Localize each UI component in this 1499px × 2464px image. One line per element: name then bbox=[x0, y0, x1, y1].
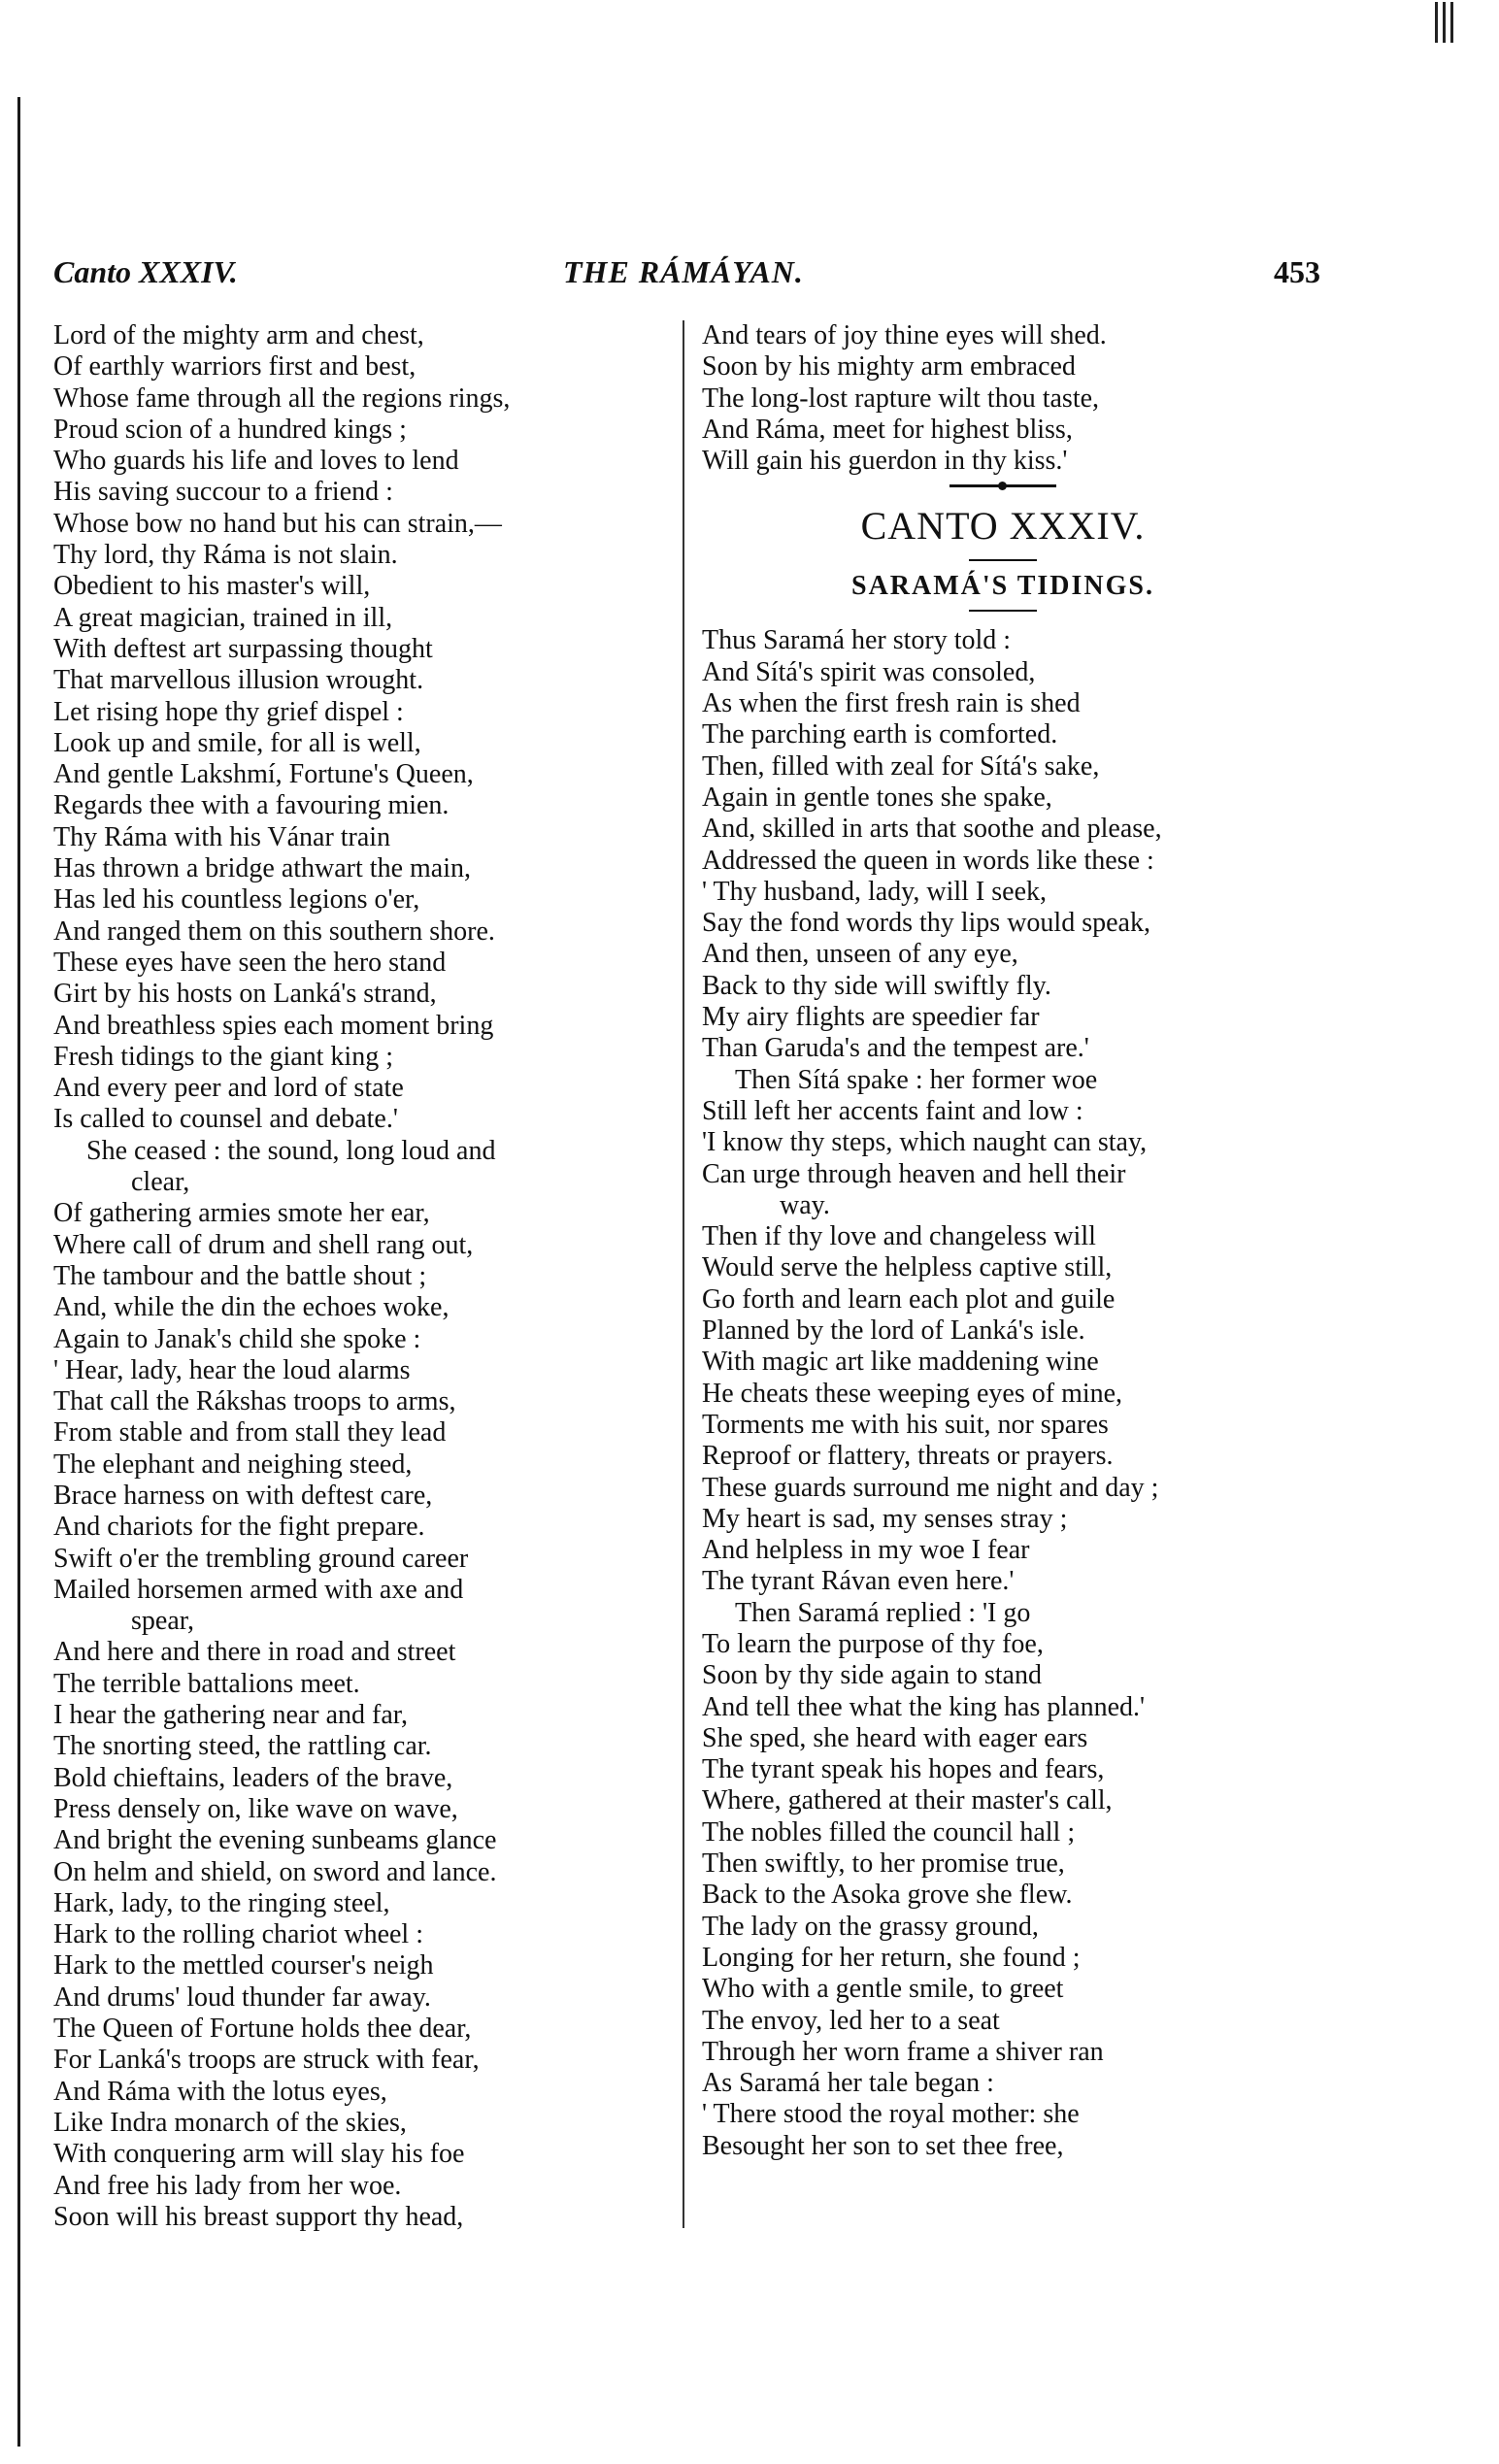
verse-line: Then, filled with zeal for Sítá's sake, bbox=[702, 750, 1100, 782]
verse-line: Go forth and learn each plot and guile bbox=[702, 1283, 1116, 1315]
verse-line: Through her worn frame a shiver ran bbox=[702, 2036, 1104, 2067]
canto-subtitle: SARAMÁ'S TIDINGS. bbox=[851, 571, 1154, 602]
verse-line: The parching earth is comforted. bbox=[702, 719, 1058, 750]
verse-line: Thy lord, thy Ráma is not slain. bbox=[53, 540, 398, 571]
verse-line: With conquering arm will slay his foe bbox=[53, 2139, 465, 2170]
verse-line: And free his lady from her woe. bbox=[53, 2170, 402, 2201]
verse-line: Would serve the helpless captive still, bbox=[702, 1252, 1113, 1283]
left-column bbox=[53, 320, 684, 2233]
verse-line: Still left her accents faint and low : bbox=[702, 1095, 1083, 1126]
verse-line: And, while the din the echoes woke, bbox=[53, 1292, 450, 1323]
verse-line: Say the fond words thy lips would speak, bbox=[702, 908, 1150, 939]
verse-line: With magic art like maddening wine bbox=[702, 1347, 1099, 1378]
verse-line: clear, bbox=[131, 1167, 190, 1198]
verse-line: Who guards his life and loves to lend bbox=[53, 446, 459, 477]
verse-line: Then if thy love and changeless will bbox=[702, 1221, 1096, 1252]
verse-line: Like Indra monarch of the skies, bbox=[53, 2107, 407, 2138]
verse-line: And drums' loud thunder far away. bbox=[53, 1981, 431, 2013]
canto-title: CANTO XXXIV. bbox=[860, 504, 1146, 549]
corner-mark bbox=[1450, 2, 1453, 43]
verse-line: He cheats these weeping eyes of mine, bbox=[702, 1378, 1123, 1409]
verse-line: The elephant and neighing steed, bbox=[53, 1448, 413, 1480]
verse-line: ' There stood the royal mother: she bbox=[702, 2099, 1080, 2130]
verse-line: Addressed the queen in words like these : bbox=[702, 845, 1154, 876]
verse-line: As when the first fresh rain is shed bbox=[702, 688, 1081, 719]
verse-line: And ranged them on this southern shore. bbox=[53, 916, 495, 947]
verse-line: From stable and from stall they lead bbox=[53, 1417, 447, 1448]
verse-line: The tyrant Rávan even here.' bbox=[702, 1566, 1015, 1597]
verse-line: Then swiftly, to her promise true, bbox=[702, 1848, 1065, 1880]
verse-line: I hear the gathering near and far, bbox=[53, 1700, 409, 1731]
corner-mark bbox=[1443, 2, 1446, 43]
verse-line: Girt by his hosts on Lanká's strand, bbox=[53, 979, 437, 1010]
verse-line: Than Garuda's and the tempest are.' bbox=[702, 1033, 1089, 1064]
verse-line: Thy Ráma with his Vánar train bbox=[53, 821, 391, 852]
verse-line: Regards thee with a favouring mien. bbox=[53, 790, 450, 821]
verse-line: Is called to counsel and debate.' bbox=[53, 1104, 398, 1135]
short-rule bbox=[969, 559, 1037, 561]
right-column bbox=[702, 320, 1333, 2162]
verse-line: Proud scion of a hundred kings ; bbox=[53, 414, 407, 445]
verse-line: Fresh tidings to the giant king ; bbox=[53, 1041, 393, 1072]
verse-line: And then, unseen of any eye, bbox=[702, 939, 1018, 970]
verse-line: On helm and shield, on sword and lance. bbox=[53, 1856, 497, 1887]
page-number: 453 bbox=[1274, 254, 1320, 289]
verse-line: The Queen of Fortune holds thee dear, bbox=[53, 2014, 472, 2045]
verse-line: These guards surround me night and day ; bbox=[702, 1472, 1159, 1503]
verse-line: Can urge through heaven and hell their bbox=[702, 1158, 1126, 1189]
verse-line: Let rising hope thy grief dispel : bbox=[53, 696, 404, 727]
verse-line: Then Sítá spake : her former woe bbox=[735, 1064, 1098, 1095]
verse-line: The nobles filled the council hall ; bbox=[702, 1816, 1076, 1848]
verse-line: With deftest art surpassing thought bbox=[53, 633, 433, 664]
verse-line: The tambour and the battle shout ; bbox=[53, 1260, 427, 1291]
verse-line: And bright the evening sunbeams glance bbox=[53, 1825, 497, 1856]
verse-line: Whose fame through all the regions rings, bbox=[53, 383, 511, 414]
verse-line: Hark, lady, to the ringing steel, bbox=[53, 1887, 390, 1918]
verse-line: The envoy, led her to a seat bbox=[702, 2005, 1000, 2036]
verse-line: Of earthly warriors first and best, bbox=[53, 351, 416, 383]
verse-line: And here and there in road and street bbox=[53, 1637, 456, 1668]
verse-line: The lady on the grassy ground, bbox=[702, 1911, 1039, 1942]
verse-line: My heart is sad, my senses stray ; bbox=[702, 1503, 1068, 1534]
ornament-rule bbox=[949, 484, 1056, 487]
verse-line: Where, gathered at their master's call, bbox=[702, 1785, 1113, 1816]
verse-line: Besought her son to set thee free, bbox=[702, 2130, 1064, 2161]
verse-line: That marvellous illusion wrought. bbox=[53, 665, 424, 696]
verse-line: Has thrown a bridge athwart the main, bbox=[53, 853, 471, 884]
verse-line: The long-lost rapture wilt thou taste, bbox=[702, 383, 1100, 414]
verse-line: Back to thy side will swiftly fly. bbox=[702, 970, 1051, 1001]
verse-line: And Ráma, meet for highest bliss, bbox=[702, 414, 1073, 445]
verse-line: Where call of drum and shell rang out, bbox=[53, 1229, 474, 1260]
verse-line: Planned by the lord of Lanká's isle. bbox=[702, 1315, 1085, 1347]
verse-line: As Saramá her tale began : bbox=[702, 2068, 994, 2099]
running-header-canto: Canto XXXIV. bbox=[53, 254, 238, 289]
canto-heading bbox=[702, 484, 1304, 612]
verse-line: The terrible battalions meet. bbox=[53, 1668, 360, 1699]
verse-line: Of gathering armies smote her ear, bbox=[53, 1198, 430, 1229]
verse-line: Again in gentle tones she spake, bbox=[702, 782, 1052, 813]
verse-line: way. bbox=[780, 1189, 830, 1220]
verse-line: Torments me with his suit, nor spares bbox=[702, 1409, 1109, 1440]
verse-line: And, skilled in arts that soothe and please, bbox=[702, 814, 1162, 845]
verse-line: And chariots for the fight prepare. bbox=[53, 1512, 425, 1543]
verse-line: And gentle Lakshmí, Fortune's Queen, bbox=[53, 759, 474, 790]
verse-line: Has led his countless legions o'er, bbox=[53, 884, 420, 916]
verse-line: And every peer and lord of state bbox=[53, 1073, 404, 1104]
verse-line: Look up and smile, for all is well, bbox=[53, 727, 421, 758]
verse-line: Swift o'er the trembling ground career bbox=[53, 1543, 469, 1574]
verse-line: 'I know thy steps, which naught can stay, bbox=[702, 1127, 1148, 1158]
verse-line: And tears of joy thine eyes will shed. bbox=[702, 320, 1107, 350]
verse-line: Reproof or flattery, threats or prayers. bbox=[702, 1441, 1114, 1472]
verse-line: Brace harness on with deftest care, bbox=[53, 1480, 433, 1511]
verse-line: Obedient to his master's will, bbox=[53, 571, 371, 602]
verse-line: And Ráma with the lotus eyes, bbox=[53, 2076, 387, 2107]
verse-line: Bold chieftains, leaders of the brave, bbox=[53, 1762, 453, 1793]
verse-line: The tyrant speak his hopes and fears, bbox=[702, 1754, 1105, 1785]
verse-line: Press densely on, like wave on wave, bbox=[53, 1793, 458, 1824]
verse-line: To learn the purpose of thy foe, bbox=[702, 1628, 1044, 1659]
verse-line: ' Hear, lady, hear the loud alarms bbox=[53, 1354, 411, 1385]
verse-line: And Sítá's spirit was consoled, bbox=[702, 656, 1036, 687]
verse-line: For Lanká's troops are struck with fear, bbox=[53, 2045, 480, 2076]
right-column-verse bbox=[702, 625, 1333, 2162]
verse-line: Soon will his breast support thy head, bbox=[53, 2201, 464, 2232]
verse-line: The snorting steed, the rattling car. bbox=[53, 1731, 432, 1762]
verse-line: That call the Rákshas troops to arms, bbox=[53, 1386, 456, 1417]
verse-line: Longing for her return, she found ; bbox=[702, 1942, 1081, 1973]
verse-line: Mailed horsemen armed with axe and bbox=[53, 1574, 464, 1605]
verse-line: Then Saramá replied : 'I go bbox=[735, 1597, 1031, 1628]
right-column-top-verse bbox=[702, 320, 1333, 477]
verse-line: Who with a gentle smile, to greet bbox=[702, 1974, 1064, 2005]
verse-line: She ceased : the sound, long loud and bbox=[86, 1135, 496, 1166]
verse-line: Soon by his mighty arm embraced bbox=[702, 351, 1076, 383]
verse-line: Lord of the mighty arm and chest, bbox=[53, 320, 424, 350]
verse-line: My airy flights are speedier far bbox=[702, 1002, 1040, 1033]
verse-line: And helpless in my woe I fear bbox=[702, 1535, 1030, 1566]
verse-line: ' Thy husband, lady, will I seek, bbox=[702, 876, 1047, 907]
verse-line: spear, bbox=[131, 1606, 194, 1637]
running-header-title: THE RÁMÁYAN. bbox=[563, 254, 804, 289]
verse-line: His saving succour to a friend : bbox=[53, 477, 393, 508]
verse-line: Back to the Asoka grove she flew. bbox=[702, 1880, 1073, 1911]
verse-line: These eyes have seen the hero stand bbox=[53, 947, 447, 978]
verse-line: A great magician, trained in ill, bbox=[53, 602, 393, 633]
verse-line: Hark to the rolling chariot wheel : bbox=[53, 1919, 423, 1950]
page-gutter-line bbox=[17, 97, 20, 2447]
verse-line: Soon by thy side again to stand bbox=[702, 1660, 1042, 1691]
verse-line: Thus Saramá her story told : bbox=[702, 625, 1012, 656]
verse-line: And tell thee what the king has planned.' bbox=[702, 1691, 1146, 1722]
verse-line: Will gain his guerdon in thy kiss.' bbox=[702, 446, 1068, 477]
verse-line: Hark to the mettled courser's neigh bbox=[53, 1950, 434, 1981]
verse-line: Again to Janak's child she spoke : bbox=[53, 1323, 421, 1354]
verse-line: Whose bow no hand but his can strain,— bbox=[53, 508, 502, 539]
verse-line: She sped, she heard with eager ears bbox=[702, 1722, 1088, 1753]
short-rule bbox=[969, 610, 1037, 612]
verse-line: And breathless spies each moment bring bbox=[53, 1010, 494, 1041]
corner-mark bbox=[1435, 2, 1438, 43]
